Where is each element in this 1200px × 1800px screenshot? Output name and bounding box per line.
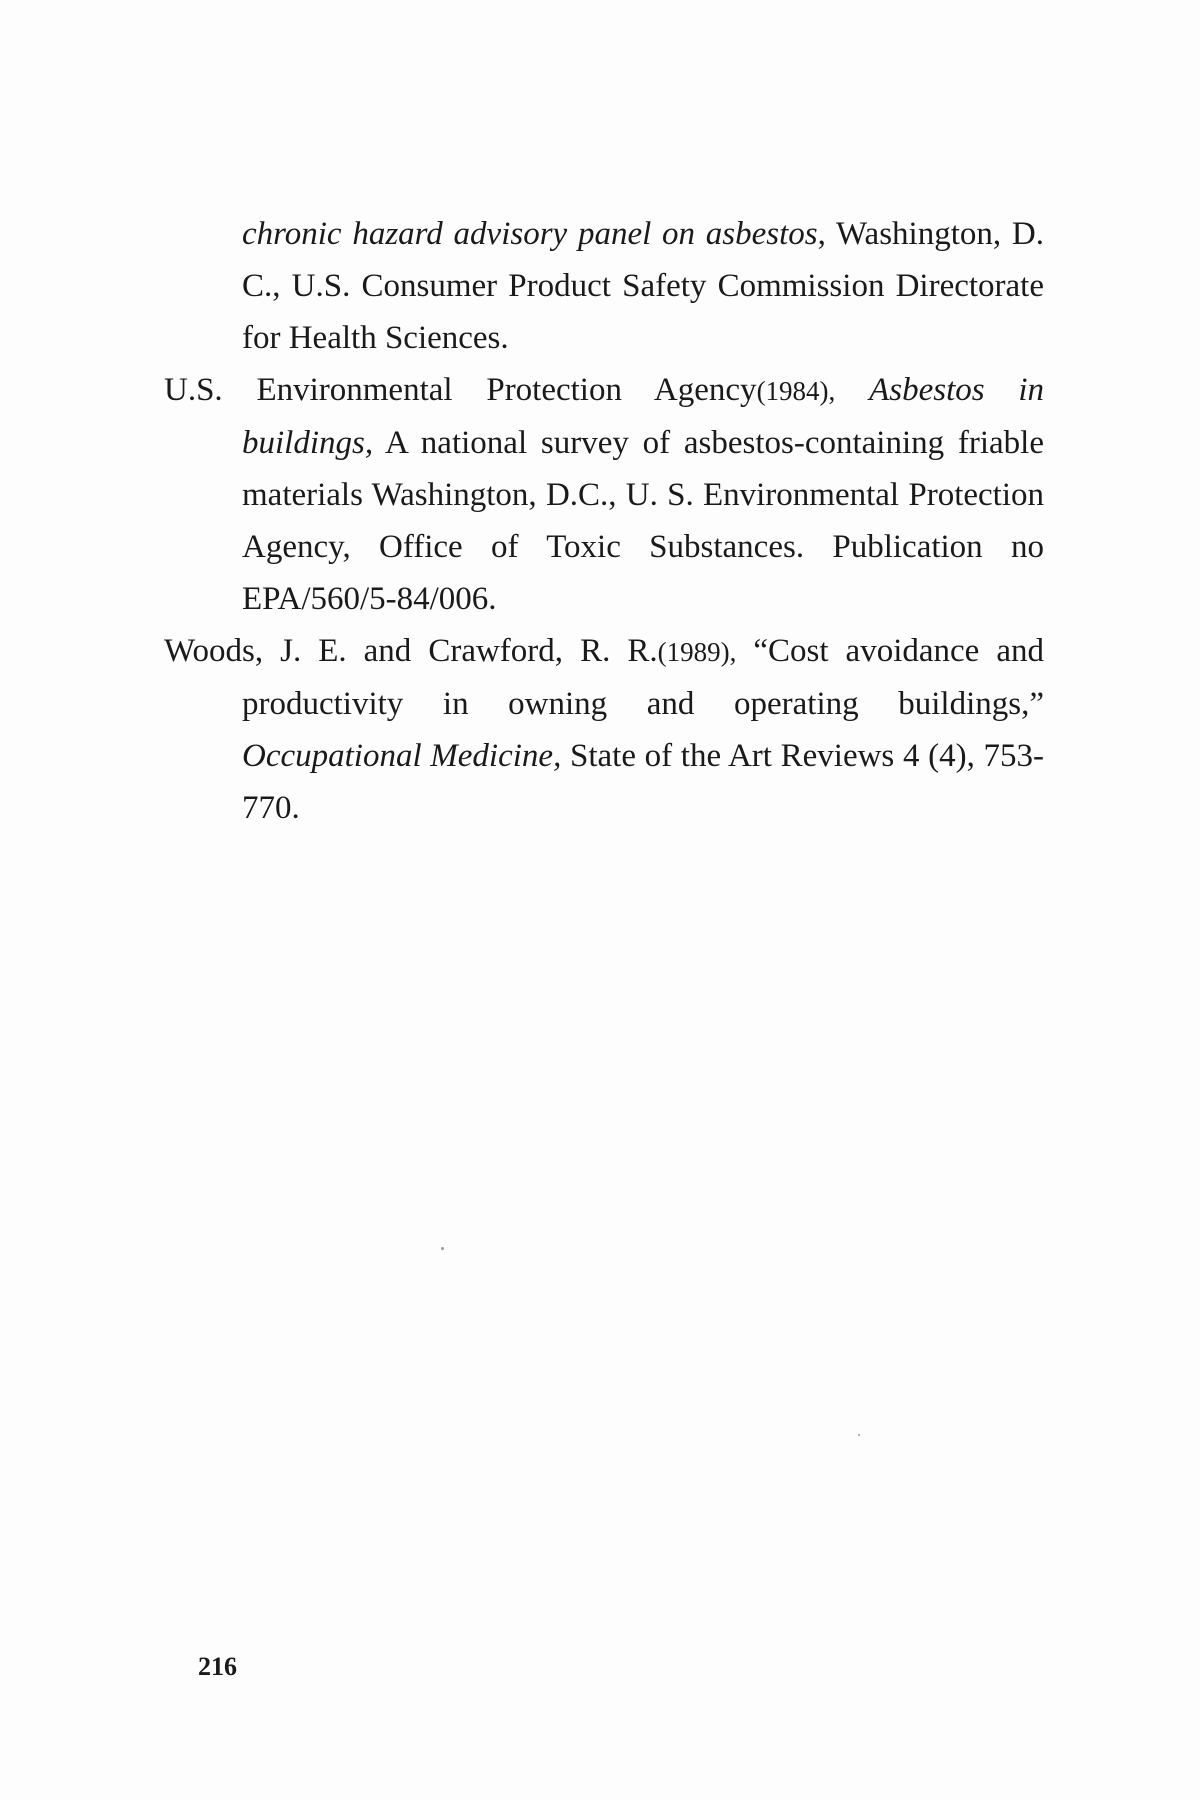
reference-article-title: “Cost avoidance and productivity in owning and operating buildings,” bbox=[242, 633, 1044, 722]
reference-details: , Washington, D. C., U.S. Consumer Product Safety Commission Directorate for Health Sciences. bbox=[242, 216, 1044, 356]
reference-year: (1984), bbox=[756, 376, 836, 406]
reference-author: U.S. Environmental Protection Agency bbox=[164, 372, 757, 408]
reference-year: (1989), bbox=[657, 637, 737, 667]
scan-speck bbox=[858, 1434, 860, 1436]
page-number: 216 bbox=[198, 1652, 237, 1681]
reference-entry-epa bbox=[164, 364, 1044, 625]
reference-entry-continued bbox=[164, 208, 1044, 364]
reference-list bbox=[164, 208, 1044, 834]
reference-journal: Occupational Medicine, bbox=[242, 738, 562, 774]
scan-speck bbox=[441, 1247, 444, 1250]
reference-author: Woods, J. E. and Crawford, R. R. bbox=[164, 633, 658, 669]
reference-details: State of the Art Reviews 4 (4), 753-770. bbox=[242, 738, 1044, 826]
reference-entry-woods bbox=[164, 625, 1044, 834]
reference-title: Asbestos in buildings, bbox=[242, 372, 1045, 461]
reference-details: A national survey of asbestos-containing friable materials Washington, D.C., U. S. Environmental Protection Agency, Office of Toxic Substances. Publication no EPA/560/5-84/006. bbox=[242, 425, 1044, 617]
reference-title: chronic hazard advisory panel on asbestos bbox=[242, 216, 818, 252]
